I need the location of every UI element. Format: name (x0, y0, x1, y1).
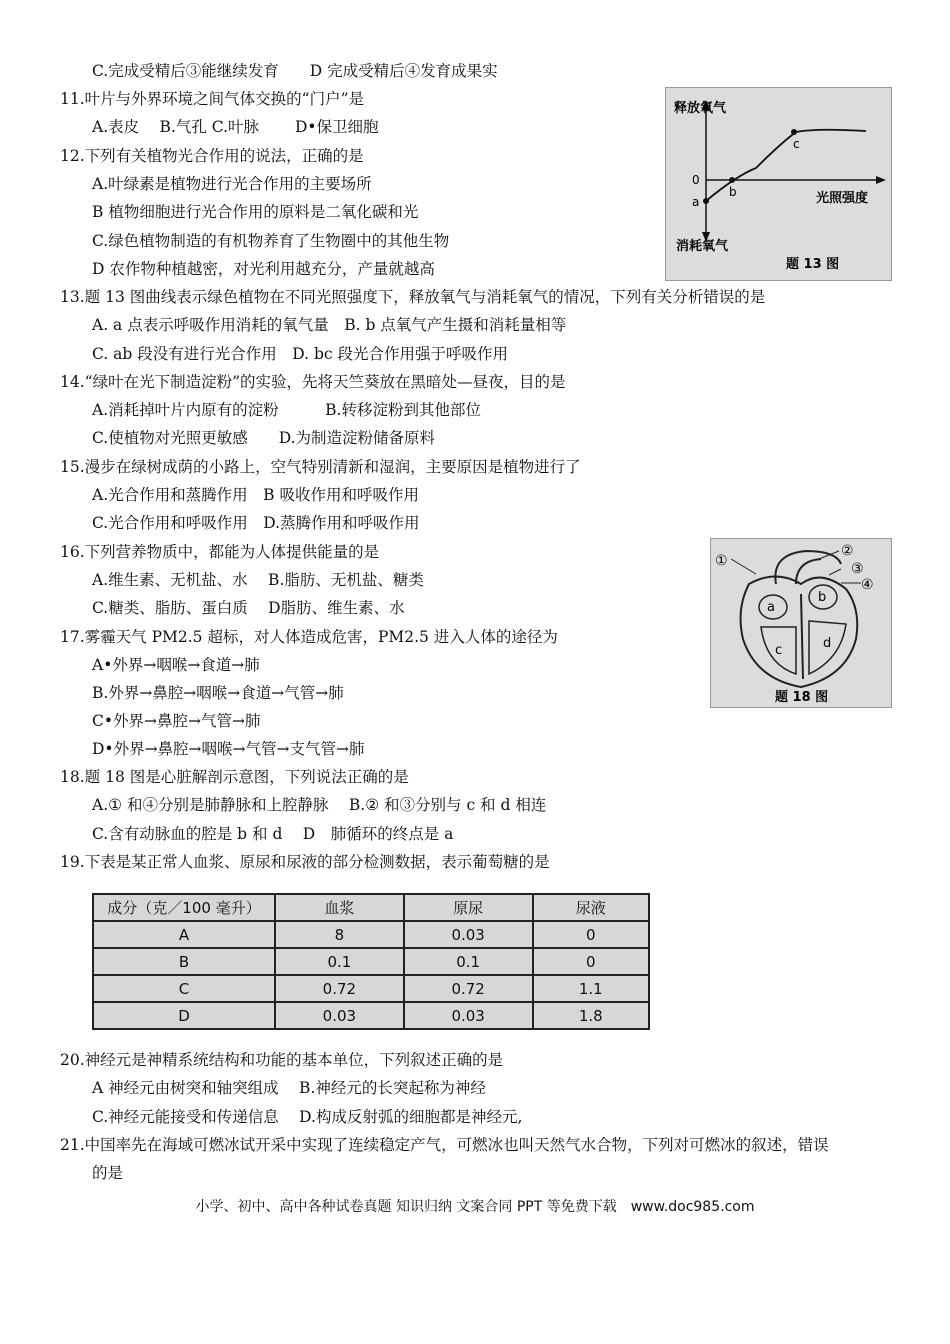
text-line: C.光合作用和呼吸作用 D.蒸腾作用和呼吸作用 (92, 514, 420, 532)
text-line: A•外界→咽喉→食道→肺 (92, 656, 260, 674)
table-cell: 0 (533, 921, 649, 948)
header-urine: 尿液 (533, 894, 649, 921)
table-cell: 0.03 (404, 921, 533, 948)
text-line: C. ab 段没有进行光合作用 D. bc 段光合作用强于呼吸作用 (92, 345, 509, 363)
table-row (93, 948, 649, 975)
table-cell: 1.1 (533, 975, 649, 1002)
point-c-dot (791, 129, 797, 135)
text-line: 12.下列有关植物光合作用的说法，正确的是 (60, 147, 364, 165)
text-line: D•外界→鼻腔→咽喉→气管→支气管→肺 (92, 740, 365, 758)
table-cell: 1.8 (533, 1002, 649, 1029)
text-line: 15.漫步在绿树成荫的小路上，空气特别清新和湿润，主要原因是植物进行了 (60, 458, 581, 476)
table-cell: C (93, 975, 275, 1002)
text-line: A.光合作用和蒸腾作用 B 吸收作用和呼吸作用 (92, 486, 419, 504)
text-line: C.含有动脉血的腔是 b 和 d D 肺循环的终点是 a (92, 825, 454, 843)
point-c-label: c (793, 137, 800, 151)
point-a-dot (703, 198, 709, 204)
label-c: c (775, 643, 783, 658)
x-label: 光照强度 (816, 191, 869, 206)
septum (801, 594, 803, 679)
table-cell: 0.03 (404, 1002, 533, 1029)
text-line: C•外界→鼻腔→气管→肺 (92, 712, 261, 730)
text-line: 13.题 13 图曲线表示绿色植物在不同光照强度下，释放氧气与消耗氧气的情况，下列有关分析错误的是 (60, 288, 766, 306)
table-cell: 8 (275, 921, 404, 948)
text-line: 18.题 18 图是心脏解剖示意图，下列说法正确的是 (60, 768, 409, 786)
urine-data-table (92, 893, 650, 1030)
table-cell: 0.72 (275, 975, 404, 1002)
text-line: A.① 和④分别是肺静脉和上腔静脉 B.② 和③分别与 c 和 d 相连 (92, 796, 547, 814)
table-cell: 0.03 (275, 1002, 404, 1029)
figure-18-heart (710, 538, 892, 708)
table-cell: 0 (533, 948, 649, 975)
table-row (93, 975, 649, 1002)
y-label-top: 释放氧气 (674, 101, 727, 116)
text-line: A 神经元由树突和轴突组成 B.神经元的长突起称为神经 (92, 1079, 486, 1097)
figure-18-caption: 题 18 图 (775, 690, 829, 705)
table-cell: B (93, 948, 275, 975)
text-line: A.叶绿素是植物进行光合作用的主要场所 (92, 175, 372, 193)
text-line: C.绿色植物制造的有机物养育了生物圈中的其他生物 (92, 232, 450, 250)
text-line: 20.神经元是神精系统结构和功能的基本单位，下列叙述正确的是 (60, 1051, 504, 1069)
point-a-label: a (692, 195, 700, 209)
header-primary-urine: 原尿 (404, 894, 533, 921)
header-component: 成分（克／100 毫升） (93, 894, 275, 921)
text-line: A. a 点表示呼吸作用消耗的氧气量 B. b 点氧气产生摄和消耗量相等 (92, 316, 567, 334)
table-cell: 0.72 (404, 975, 533, 1002)
text-line: A.消耗掉叶片内原有的淀粉 B.转移淀粉到其他部位 (92, 401, 481, 419)
table-row (93, 1002, 649, 1029)
marker-1: ① (715, 553, 728, 569)
text-line: 21.中国率先在海域可燃冰试开采中实现了连续稳定产气，可燃冰也叫天然气水合物，下列对可燃冰的叙述，错误 (60, 1136, 829, 1154)
marker-4: ④ (861, 577, 874, 593)
text-line: 19.下表是某正常人血浆、原尿和尿液的部分检测数据，表示葡萄糖的是 (60, 853, 550, 871)
table-cell: A (93, 921, 275, 948)
text-line: D 农作物种植越密，对光利用越充分，产量就越高 (92, 260, 435, 278)
zero-label: 0 (692, 173, 700, 187)
label-a: a (767, 600, 775, 615)
point-b-dot (729, 177, 735, 183)
text-line: 16.下列营养物质中，都能为人体提供能量的是 (60, 543, 380, 561)
figure-13-graph (665, 87, 892, 281)
text-line: A.表皮 B.气孔 C.叶脉 D•保卫细胞 (92, 118, 379, 136)
text-line: C.神经元能接受和传递信息 D.构成反射弧的细胞都是神经元, (92, 1108, 523, 1126)
text-line: B.外界→鼻腔→咽喉→食道→气管→肺 (92, 684, 344, 702)
page-footer: 小学、初中、高中各种试卷真题 知识归纳 文案合同 PPT 等免费下载 www.doc985.com (195, 1199, 755, 1215)
marker-2: ② (841, 543, 854, 559)
point-b-label: b (729, 185, 737, 199)
text-line: C.糖类、脂肪、蛋白质 D脂肪、维生素、水 (92, 599, 405, 617)
table-cell: 0.1 (404, 948, 533, 975)
marker-3: ③ (851, 561, 864, 577)
heart-outline (741, 577, 858, 688)
text-line: B 植物细胞进行光合作用的原料是二氧化碳和光 (92, 203, 419, 221)
text-line: 11.叶片与外界环境之间气体交换的“门户”是 (60, 90, 364, 108)
table-cell: 0.1 (275, 948, 404, 975)
table-cell: D (93, 1002, 275, 1029)
table-row (93, 921, 649, 948)
text-line: C.使植物对光照更敏感 D.为制造淀粉储备原料 (92, 429, 436, 447)
text-line: 17.雾霾天气 PM2.5 超标，对人体造成危害，PM2.5 进入人体的途径为 (60, 628, 558, 646)
x-axis-arrow (876, 176, 886, 184)
label-d: d (823, 636, 832, 651)
text-line: 14.“绿叶在光下制造淀粉”的实验，先将天竺葵放在黑暗处—昼夜，目的是 (60, 373, 566, 391)
table-header-row (93, 894, 649, 921)
figure-13-caption: 题 13 图 (786, 257, 840, 272)
header-plasma: 血浆 (275, 894, 404, 921)
text-line: A.维生素、无机盐、水 B.脂肪、无机盐、糖类 (92, 571, 424, 589)
y-label-bottom: 消耗氧气 (676, 239, 729, 254)
text-line: C.完成受精后③能继续发育 D 完成受精后④发育成果实 (92, 62, 498, 80)
text-line: 的是 (92, 1164, 124, 1182)
label-b: b (818, 590, 827, 605)
